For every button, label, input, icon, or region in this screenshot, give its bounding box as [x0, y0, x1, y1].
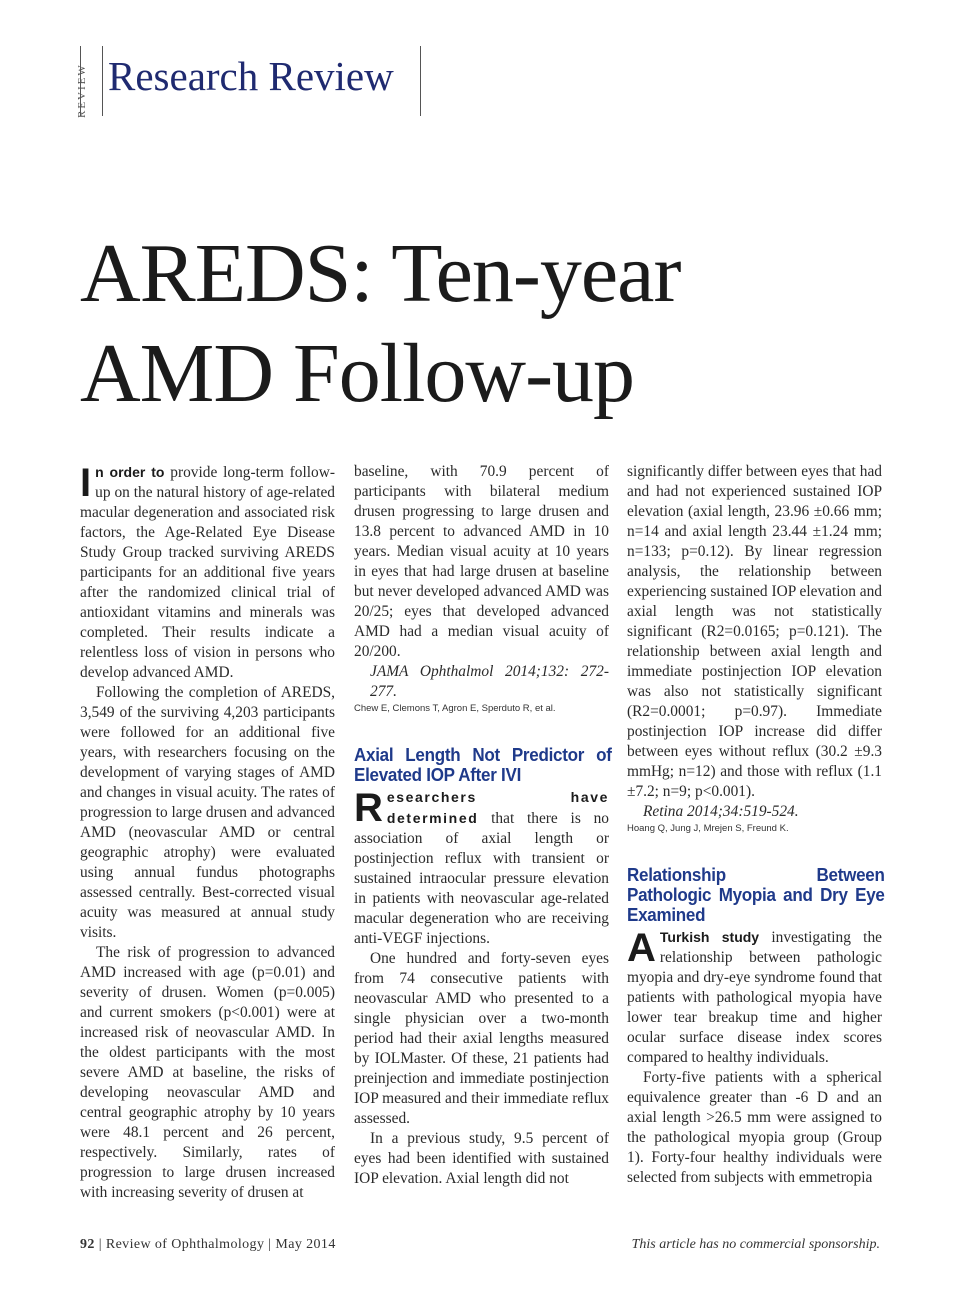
page-number: 92	[80, 1237, 95, 1252]
article1-paragraph-4: baseline, with 70.9 percent of participants with bilateral medium drusen progressing to large drusen and 13.8 percent to advanced AMD in 10 years. Median visual acuity at 10 years in eyes that had large drusen at baseline but never developed advanced AMD was 20/25; eyes that developed advanced AMD had a median visual acuity of 20/200.	[354, 463, 609, 660]
sponsorship-note: This article has no commercial sponsorship.	[631, 1237, 880, 1252]
article3-paragraph-1	[627, 927, 882, 1068]
article1-paragraph-2: Following the completion of AREDS, 3,549 of the surviving 4,203 participants were followed for an additional five years, with researchers focusing on the development of varying stages of AMD and changes in visual acuity. The rates of progression to large drusen and advanced AMD (neovascular AMD or central geographic atrophy) were evaluated using annual fundus photographs assessed centrally. Best-corrected visual acuity was measured at annual study visits.	[80, 684, 335, 941]
journal-name: Review of Ophthalmology	[105, 1237, 265, 1252]
header-rule-mid	[102, 46, 103, 116]
article3-heading: Relationship Between Pathologic Myopia and Dry Eye Examined	[627, 864, 885, 925]
article1-paragraph-1	[80, 462, 335, 683]
article3-paragraph-2: Forty-five patients with a spherical equivalence greater than -6 D and an axial length >26.5 mm were assigned to the pathological myopia group (Group 1). Forty-four healthy individuals were selected from subjects with emmetropia	[627, 1069, 882, 1186]
drop-cap: A	[627, 926, 656, 970]
lead-in: esearchers have determined	[386, 789, 609, 826]
lead-in: Turkish study	[659, 929, 760, 945]
article1-authors: Chew E, Clemons T, Agron E, Sperduto R, et al.	[354, 703, 556, 714]
column-1	[80, 462, 335, 1203]
paragraph-text: provide long-term follow-up on the natural history of age-related macular degeneration and associated risk factors, the Age-Related Eye Disease Study Group tracked surviving AREDS participants for an additional five years after the randomized clinical trial of antioxidant vitamins and minerals was completed. Their results indicate a relentless loss of vision in persons who develop advanced AMD.	[80, 464, 335, 681]
column-3	[627, 462, 885, 1188]
lead-in: n order to	[95, 464, 165, 480]
section-kicker: REVIEW	[76, 63, 88, 118]
paragraph-text: that there is no association of axial length or postinjection reflux with transient or sustained intraocular pressure elevation in patients with neovascular age-related macular degeneration who are receiving anti-VEGF injections.	[354, 810, 609, 947]
drop-cap: R	[354, 786, 383, 830]
paragraph-text: investigating the relationship between pathologic myopia and dry-eye syndrome found that patients with pathological myopia have lower tear breakup time and higher ocular surface disease index scores compared to healthy individuals.	[627, 929, 882, 1066]
article1-paragraph-3: The risk of progression to advanced AMD increased with age (p=0.01) and severity of drusen. Women (p=0.005) and current smokers (p<0.001) were at increased risk of neovascular AMD. In the oldest participants with the most severe AMD at baseline, the risks of developing neovascular AMD and central geographic atrophy by 10 years were 48.1 percent and 26 percent, respectively. Similarly, rates of progression to large drusen increased with increasing severity of drusen at	[80, 944, 335, 1201]
article2-paragraph-3: In a previous study, 9.5 percent of eyes had been identified with sustained IOP elevation. Axial length did not	[354, 1130, 609, 1187]
column-2	[354, 462, 612, 1189]
article2-heading: Axial Length Not Predictor of Elevated IOP After IVI	[354, 744, 612, 785]
article2-paragraph-2: One hundred and forty-seven eyes from 74 consecutive patients with neovascular AMD who presented to a single physician over a two-month period had their axial lengths measured by IOLMaster. Of these, 21 patients had preinjection and immediate postinjection IOP measured and their immediate reflux assessed.	[354, 950, 609, 1127]
article2-paragraph-1	[354, 787, 609, 949]
article2-paragraph-3-cont: significantly differ between eyes that had and had not experienced sustained IOP elevation (axial length, 23.96 ±0.66 mm; n=14 and axial length 23.44 ±1.24 mm; n=133; p=0.12). By linear regression analysis, the relationship between experiencing sustained IOP elevation and axial length was not statistically significant (R2=0.0165; p=0.121). The relationship between axial length and immediate postinjection IOP elevation was also not statistically significant (R2=0.0001; p=0.97). Immediate postinjection IOP increase did differ between eyes without reflux (30.2 ±9.3 mmHg; n=12) and those with reflux (1.1 ±7.2; n=9; p<0.001).	[627, 463, 883, 800]
article-title	[80, 224, 680, 424]
drop-cap: I	[80, 461, 92, 505]
article2-authors: Hoang Q, Jung J, Mrejen S, Freund K.	[627, 823, 789, 834]
article2-citation: Retina 2014;34:519-524.	[643, 803, 799, 820]
section-title: Research Review	[108, 53, 394, 99]
page-footer: 92 | Review of Ophthalmology | May 2014	[80, 1237, 336, 1252]
article1-citation: JAMA Ophthalmol 2014;132: 272-277.	[370, 663, 609, 700]
article-title-line-2: AMD Follow-up	[80, 327, 635, 420]
header-rule-right	[420, 46, 421, 116]
article-title-line-1: AREDS: Ten-year	[80, 227, 681, 320]
issue-date: May 2014	[275, 1237, 336, 1252]
